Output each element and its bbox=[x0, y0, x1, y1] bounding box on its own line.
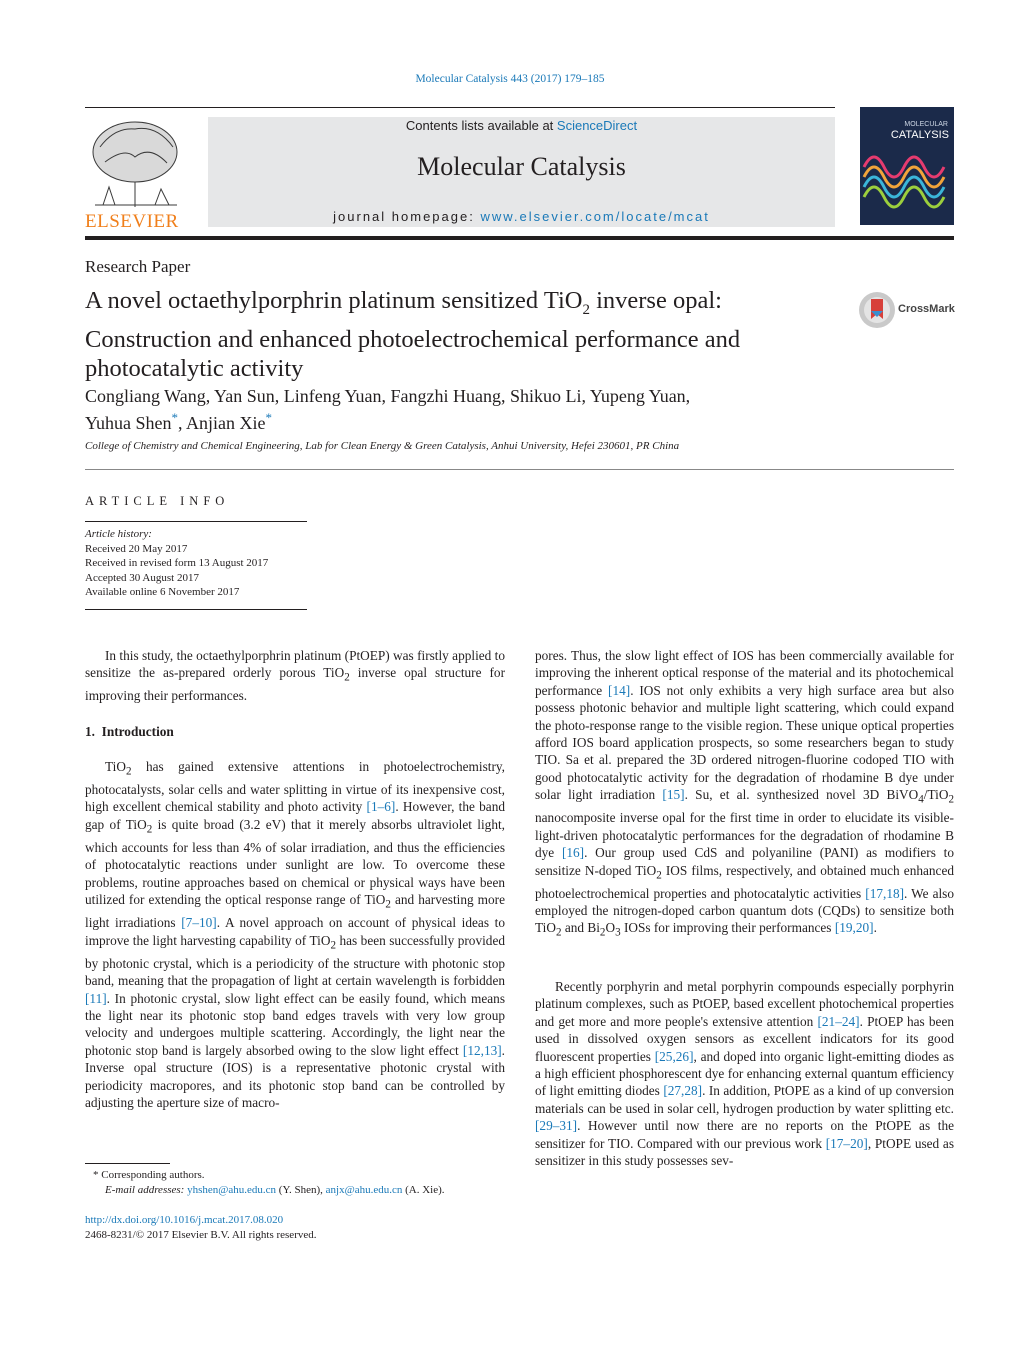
intro-text: . bbox=[873, 920, 877, 936]
authors-line2 bbox=[85, 407, 805, 434]
contents-line bbox=[208, 118, 835, 133]
intro-text: . In addition, PtOPE as a kind of up conversion materials can be used in solar cell, hydrogen production by water splitting etc. bbox=[535, 1083, 955, 1116]
corresponding-star[interactable]: * bbox=[265, 410, 272, 425]
elsevier-wordmark: ELSEVIER bbox=[85, 211, 179, 232]
intro-text: and harvesting more light irradiations bbox=[85, 892, 505, 931]
intro-sub: 2 bbox=[555, 927, 562, 940]
corresponding-star[interactable]: * bbox=[171, 410, 178, 425]
doi-link[interactable]: http://dx.doi.org/10.1016/j.mcat.2017.08.020 bbox=[85, 1214, 284, 1226]
reference-link[interactable]: [21–24] bbox=[817, 1013, 860, 1029]
history-revised: Received in revised form 13 August 2017 bbox=[85, 557, 269, 569]
footnote bbox=[85, 1168, 445, 1197]
author-separator: , bbox=[178, 413, 187, 433]
history-label: Article history: bbox=[85, 528, 152, 540]
intro-text: nanocomposite inverse opal for the first time in order to elucidate its visible-light-driven photocatalytic performances for the degradation of rhodamine B dye bbox=[535, 810, 954, 861]
intro-text: Recently porphyrin and metal porphyrin compounds especially porphyrin platinum complexes, such as PtOEP, based excellent photochemical properties and get more and more people's extensive attention bbox=[535, 979, 954, 1029]
journal-citation[interactable]: Molecular Catalysis 443 (2017) 179–185 bbox=[415, 73, 605, 85]
footnote-rule bbox=[85, 1163, 170, 1164]
elsevier-tree-icon bbox=[85, 117, 186, 209]
author-xie: Anjian Xie bbox=[186, 413, 266, 433]
abstract-text-2: inverse opal structure for improving their performances. bbox=[85, 665, 505, 704]
title-part1: A novel octaethylporphrin platinum sensitized TiO bbox=[85, 287, 583, 314]
intro-text: pores. Thus, the slow light effect of IOS has been commercially available for improving the inherent optical response of the material and its photochemical performance bbox=[535, 648, 954, 698]
intro-sub: 2 bbox=[948, 793, 954, 806]
article-history bbox=[85, 527, 268, 600]
intro-paragraph-3 bbox=[535, 978, 954, 1169]
footnote-star: * bbox=[93, 1169, 99, 1181]
article-type: Research Paper bbox=[85, 257, 191, 276]
intro-text: . However until now there are no reports on the PtOPE as the sensitizer for TIO. Compared with our previous work bbox=[535, 1118, 954, 1151]
reference-link[interactable]: [7–10] bbox=[181, 915, 217, 931]
crossmark-label: CrossMark bbox=[898, 303, 955, 315]
intro-text: /TiO bbox=[923, 787, 949, 803]
intro-sub: 2 bbox=[146, 823, 153, 836]
sciencedirect-link[interactable]: ScienceDirect bbox=[556, 118, 638, 133]
intro-text: . IOS not only exhibits a very high surface area but also possess photonic behavior and multiple light scattering, which could expand the photo-response range to the visible region. These unique optical properties afford IOS board application prospects, so some researchers began to study TIO. Sa et al. prepared the 3D ordered nitrogen-fluorine codoped TIO with good photocatalytic activity for the degradation of rhodamine B dye under solar light irradiation bbox=[535, 682, 954, 803]
intro-text: . Our group used CdS and polyaniline (PANI) as modifiers to sensitize N-doped TiO bbox=[535, 845, 954, 878]
reference-link[interactable]: [17,18] bbox=[865, 885, 905, 901]
crossmark-badge[interactable] bbox=[858, 290, 954, 330]
intro-text: IOSs for improving their performances bbox=[620, 920, 835, 936]
history-online: Available online 6 November 2017 bbox=[85, 586, 240, 598]
reference-link[interactable]: [17–20] bbox=[825, 1135, 868, 1151]
intro-text: . Inverse opal structure (IOS) is a representative photonic crystal with periodicity macropores, and its photonic stop band can be controlled by adjusting the aperture size of macro- bbox=[85, 1042, 505, 1110]
email-name-xie: (A. Xie). bbox=[402, 1183, 445, 1196]
reference-link[interactable]: [27,28] bbox=[663, 1083, 703, 1099]
article-info-title: ARTICLE INFO bbox=[85, 494, 230, 508]
intro-text: . Su, et al. synthesized novel 3D BiVO bbox=[684, 787, 919, 803]
intro-text: , PtOPE used as sensitizer in this study possesses sev- bbox=[535, 1135, 954, 1169]
reference-link[interactable]: [12,13] bbox=[462, 1042, 502, 1058]
intro-sub: 2 bbox=[330, 939, 336, 952]
reference-link[interactable]: [14] bbox=[608, 682, 631, 698]
article-info-rule-top bbox=[85, 521, 307, 522]
section-number: 1. bbox=[85, 724, 95, 739]
reference-link[interactable]: [11] bbox=[85, 990, 107, 1006]
intro-text: and Bi bbox=[561, 920, 600, 936]
intro-text: IOS films, respectively, and obtained much enhanced photoelectrochemical properties and photocatalytic activities bbox=[535, 862, 955, 901]
intro-text: . A novel approach on account of physical ideas to improve the light harvesting capability of TiO bbox=[85, 915, 505, 948]
homepage-line bbox=[208, 209, 835, 224]
authors-line1: Congliang Wang, Yan Sun, Linfeng Yuan, Fangzhi Huang, Shikuo Li, Yupeng Yuan, bbox=[85, 386, 691, 406]
email-link-xie[interactable]: anjx@ahu.edu.cn bbox=[325, 1183, 403, 1196]
reference-link[interactable]: [1–6] bbox=[366, 799, 396, 815]
intro-sub: 4 bbox=[918, 793, 924, 806]
reference-link[interactable]: [29–31] bbox=[535, 1118, 578, 1134]
intro-sub: 3 bbox=[615, 927, 621, 940]
elsevier-logo bbox=[85, 117, 186, 232]
intro-text: is quite broad (3.2 eV) that it merely absorbs ultraviolet light, which accounts for less than 4% of solar irradiation, and thus the efficiencies of photocatalytic reactions under sunlight are low. To overcome these problems, routine approaches based on chemical or physical ways have been utilized for extending the optical response range of TiO bbox=[85, 816, 505, 908]
homepage-link[interactable]: www.elsevier.com/locate/mcat bbox=[480, 209, 710, 224]
journal-cover bbox=[860, 107, 954, 225]
crossmark-icon bbox=[858, 291, 896, 329]
top-rule bbox=[85, 107, 835, 108]
title-part2: inverse opal: Construction and enhanced photoelectrochemical performance and photocatalytic activity bbox=[85, 287, 741, 382]
email-label: E-mail addresses: bbox=[105, 1183, 185, 1196]
homepage-prefix: journal homepage: bbox=[333, 209, 481, 224]
intro-sub: 2 bbox=[599, 927, 606, 940]
intro-sub: 2 bbox=[385, 898, 391, 911]
contents-prefix: Contents lists available at bbox=[405, 118, 557, 133]
affiliation-rule bbox=[85, 469, 954, 470]
intro-text: . However, the band gap of TiO bbox=[85, 799, 505, 832]
intro-text: . We also employed the nitrogen-doped carbon quantum dots (CQDs) to sensitize both TiO bbox=[535, 885, 954, 936]
issn-copyright: 2468-8231/© 2017 Elsevier B.V. All rights reserved. bbox=[85, 1228, 317, 1241]
reference-link[interactable]: [25,26] bbox=[654, 1048, 694, 1064]
journal-name: Molecular Catalysis bbox=[417, 152, 626, 181]
author-shen: Yuhua Shen bbox=[85, 413, 172, 433]
footnote-corresponding bbox=[85, 1168, 445, 1183]
intro-text: . PtOEP has been used in dissolved oxygen sensors as excellent indicators for its good fluorescent properties bbox=[535, 1013, 954, 1064]
intro-paragraph-2 bbox=[535, 647, 954, 942]
section-heading-introduction bbox=[85, 723, 505, 740]
history-accepted: Accepted 30 August 2017 bbox=[85, 571, 199, 584]
reference-link[interactable]: [19,20] bbox=[834, 920, 874, 936]
banner-rule bbox=[85, 236, 954, 240]
intro-sub: 2 bbox=[656, 869, 662, 882]
intro-text: has been successfully provided by photonic crystal, which is a periodicity of the structure with photonic stop band, meaning that the propagation of light at certain wavelength is forbidden bbox=[85, 932, 505, 989]
abstract-text-1: In this study, the octaethylporphrin platinum (PtOEP) was firstly applied to sensitize the as-prepared orderly porous TiO bbox=[85, 648, 505, 681]
intro-text: . In photonic crystal, slow light effect can be easily found, which means the light near its photonic stop band edges travels with very low group velocity and undergoes multiple scattering. Accordingly, the light near the photonic stop band is largely absorbed owing to the slow light effect bbox=[85, 990, 505, 1058]
intro-paragraph-1 bbox=[85, 758, 505, 1111]
email-name-shen: (Y. Shen), bbox=[276, 1183, 326, 1196]
email-link-shen[interactable]: yhshen@ahu.edu.cn bbox=[187, 1183, 277, 1196]
doi-block bbox=[85, 1213, 317, 1242]
title-sub: 2 bbox=[582, 301, 590, 318]
article-info-rule-bottom bbox=[85, 609, 307, 610]
affiliation: College of Chemistry and Chemical Engineering, Lab for Clean Energy & Green Catalysis, Anhui University, Hefei 230601, PR China bbox=[85, 440, 680, 452]
author-list bbox=[85, 385, 805, 434]
intro-text: , and doped into organic light-emitting diodes as a high efficient phosphorescent dye for enhancing external quantum efficiency of light emitting diodes bbox=[535, 1048, 954, 1099]
reference-link[interactable]: [15] bbox=[662, 787, 685, 803]
cover-title-line2: CATALYSIS bbox=[890, 129, 949, 141]
footnote-corr: Corresponding authors. bbox=[98, 1169, 205, 1181]
intro-text: has gained extensive attentions in photoelectrochemistry, photocatalysts, solar cells and water splitting in virtue of its inexpensive cost, high excellent chemical stability and photo activity bbox=[85, 759, 505, 815]
cover-art-icon bbox=[860, 107, 954, 225]
section-title: Introduction bbox=[101, 724, 174, 739]
intro-sub: 2 bbox=[125, 765, 132, 778]
history-received: Received 20 May 2017 bbox=[85, 542, 188, 555]
intro-text: O bbox=[605, 920, 616, 936]
article-title bbox=[85, 286, 835, 383]
reference-link[interactable]: [16] bbox=[561, 845, 585, 861]
footnote-emails bbox=[85, 1183, 445, 1198]
abstract bbox=[85, 647, 505, 705]
cover-title-line1: MOLECULAR bbox=[904, 121, 948, 128]
intro-text: TiO bbox=[105, 759, 126, 774]
abstract-sub: 2 bbox=[344, 672, 350, 685]
